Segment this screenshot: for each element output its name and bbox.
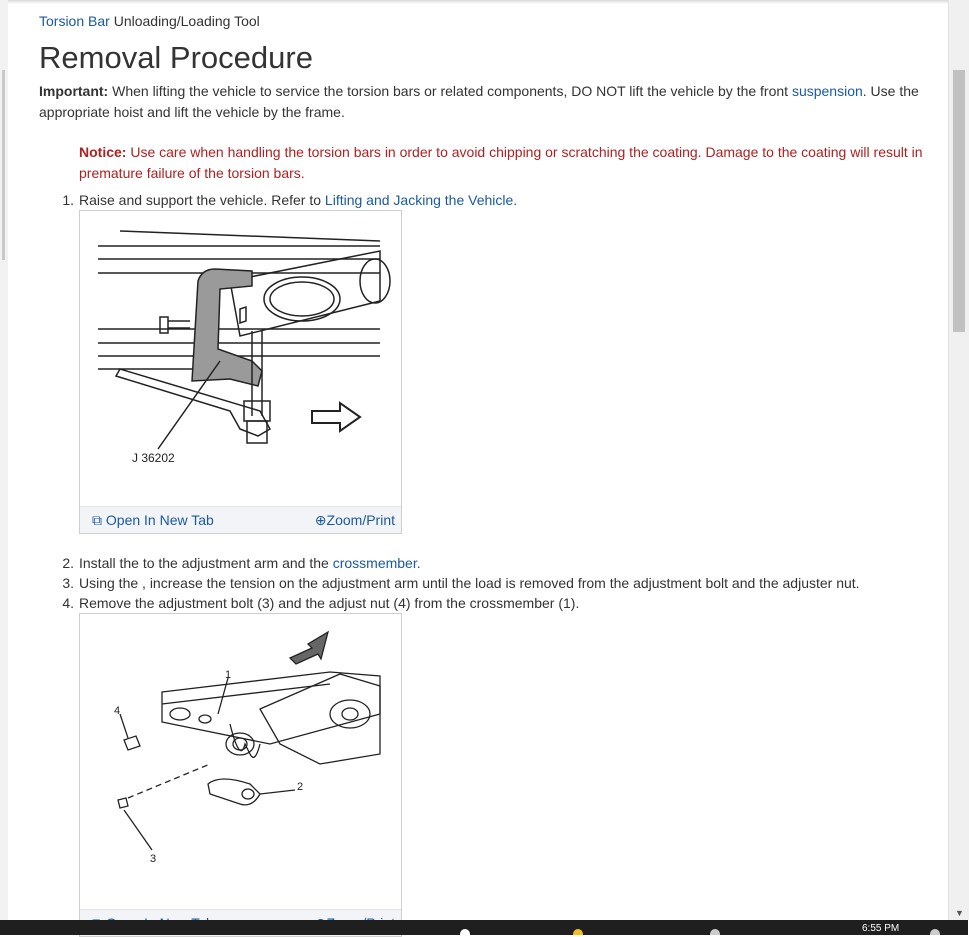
notice-text: Use care when handling the torsion bars in order to avoid chipping or scratching the coating. Damage to the coating will result in premature failure of the torsion bars. <box>79 144 923 181</box>
step-number: 2. <box>62 555 74 571</box>
open-tab-icon: ⧉ <box>92 512 102 528</box>
lifting-jacking-link[interactable]: Lifting and Jacking the Vehicle. <box>324 192 518 208</box>
page-scrollbar[interactable] <box>948 0 969 920</box>
figure-1 <box>79 210 402 534</box>
figure-2 <box>79 613 402 937</box>
important-label: Important: <box>39 83 109 99</box>
figure-2-callout-2: 2 <box>297 781 304 793</box>
figure-1-zoom-label: Zoom/Print <box>326 512 395 528</box>
taskbar-app-icon[interactable] <box>460 929 470 935</box>
scroll-down-arrow[interactable]: ▼ <box>955 908 964 918</box>
scrollbar-thumb[interactable] <box>953 70 965 332</box>
breadcrumb-rest: Unloading/Loading Tool <box>109 13 260 29</box>
breadcrumb-link-torsion-bar[interactable]: Torsion Bar <box>39 13 110 29</box>
left-edge-mark <box>2 70 5 260</box>
zoom-icon: ⊕ <box>314 512 327 528</box>
taskbar-notification-icon[interactable] <box>930 929 940 935</box>
crossmember-link[interactable]: crossmember. <box>332 555 421 571</box>
figure-1-open-label: Open In New Tab <box>105 512 214 528</box>
figure-1-open-new-tab[interactable] <box>92 512 214 529</box>
figure-1-toolbar <box>80 506 401 533</box>
page-title: Removal Procedure <box>39 40 313 75</box>
document-page <box>8 0 948 920</box>
figure-2-callout-4: 4 <box>114 705 121 717</box>
taskbar-app-icon[interactable] <box>710 929 720 935</box>
notice-note <box>79 142 944 184</box>
important-note <box>39 81 939 123</box>
figure-1-tool-label: J 36202 <box>132 451 175 465</box>
step-number: 3. <box>62 575 74 591</box>
breadcrumb <box>39 13 260 29</box>
important-text-1: When lifting the vehicle to service the torsion bars or related components, DO NOT lift the vehicle by the front <box>108 83 792 99</box>
notice-label: Notice: <box>79 144 127 160</box>
suspension-link[interactable]: suspension <box>791 83 863 99</box>
step-text: Remove the adjustment bolt (3) and the adjust nut (4) from the crossmember (1). <box>79 595 580 611</box>
step-text: Using the , increase the tension on the adjustment arm until the load is removed from the adjustment bolt and the adjuster nut. <box>79 575 860 591</box>
step-2-text: Install the to the adjustment arm and the <box>79 555 333 571</box>
os-taskbar <box>0 920 968 935</box>
taskbar-clock: 6:55 PM <box>862 923 900 934</box>
figure-1-zoom-print[interactable] <box>315 512 395 529</box>
figure-2-callout-1: 1 <box>225 669 232 681</box>
step-number: 4. <box>62 595 74 611</box>
step-number: 1. <box>62 192 74 208</box>
figure-2-callout-3: 3 <box>150 853 157 865</box>
important-text-2: . Use the appropriate hoist and lift the vehicle by the frame. <box>39 83 919 120</box>
step-1-text: Raise and support the vehicle. Refer to <box>79 192 325 208</box>
step-text <box>79 190 517 210</box>
step-text <box>79 553 421 573</box>
top-shadow <box>8 0 948 4</box>
taskbar-folder-icon[interactable] <box>573 929 583 935</box>
figure-2-illustration <box>80 614 401 910</box>
figure-1-illustration <box>80 211 401 507</box>
